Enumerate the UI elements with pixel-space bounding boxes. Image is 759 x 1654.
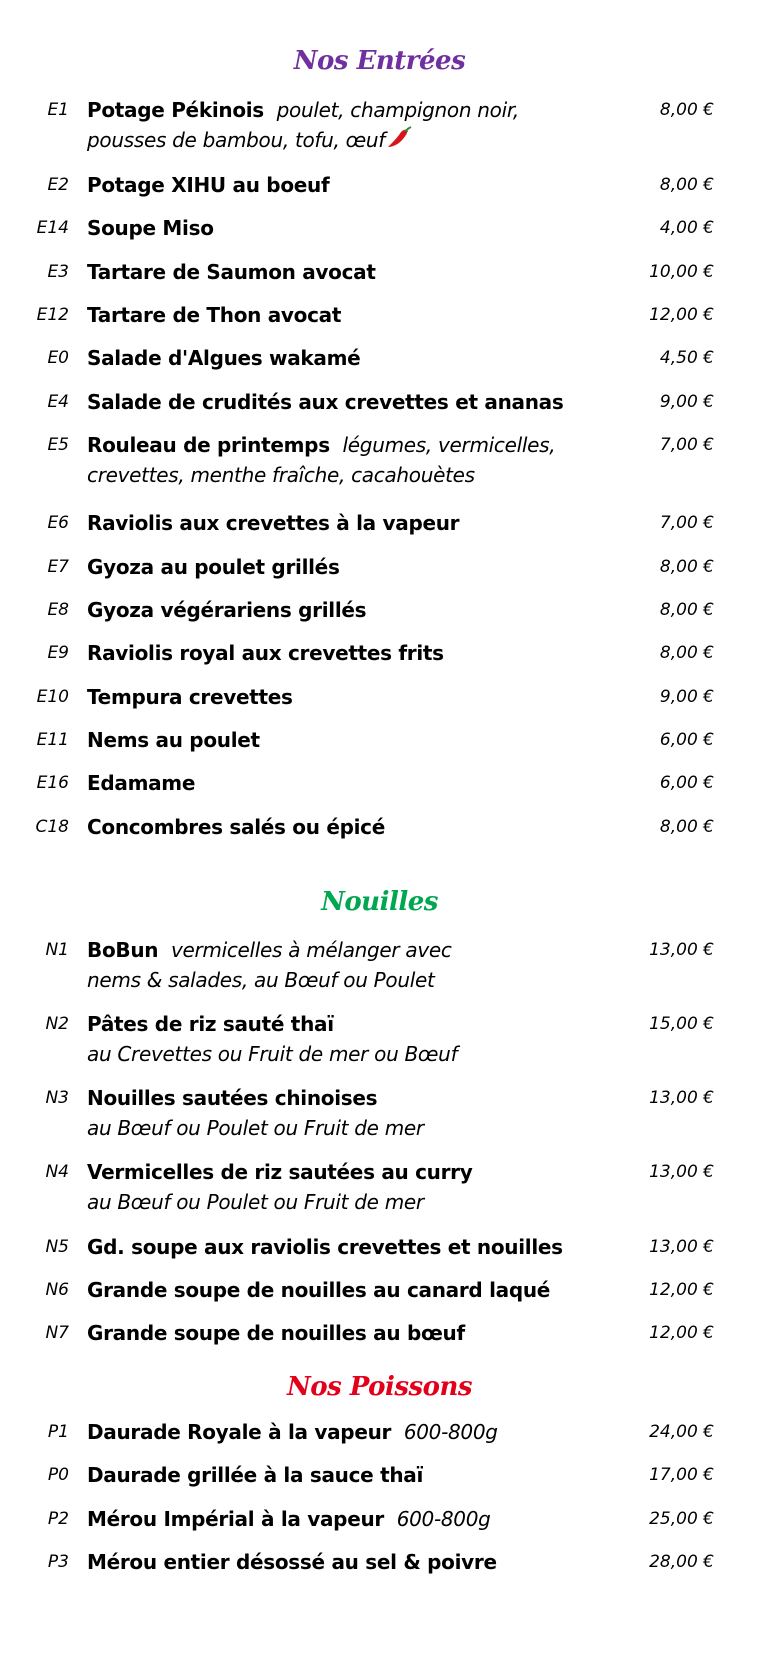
item-price: 6,00 €	[659, 773, 714, 793]
item-code: N4	[45, 1162, 69, 1182]
item-price: 15,00 €	[649, 1014, 714, 1034]
item-description	[87, 682, 627, 712]
item-code: E6	[47, 513, 69, 533]
item-code: E5	[47, 435, 69, 455]
item-detail-line2: au Crevettes ou Fruit de mer ou Bœuf	[87, 1042, 458, 1066]
item-description	[87, 812, 627, 842]
section-title-poissons: Nos Poissons	[286, 1372, 473, 1402]
item-code: E4	[47, 392, 69, 412]
item-detail: légumes, vermicelles,	[342, 433, 556, 457]
item-code: N5	[45, 1237, 69, 1257]
menu-item	[0, 935, 759, 995]
item-description	[87, 1460, 627, 1490]
menu-item	[0, 1157, 759, 1217]
item-name: Daurade grillée à la sauce thaï	[87, 1463, 424, 1487]
item-description	[87, 1318, 627, 1348]
item-name: Gyoza végérariens grillés	[87, 598, 367, 622]
item-code: N7	[45, 1323, 69, 1343]
item-price: 12,00 €	[649, 305, 714, 325]
item-description	[87, 725, 627, 755]
item-code: E8	[47, 600, 69, 620]
item-price: 28,00 €	[649, 1552, 714, 1572]
item-description	[87, 300, 627, 330]
menu-item	[0, 812, 759, 872]
item-name: Raviolis royal aux crevettes frits	[87, 641, 444, 665]
item-detail: vermicelles à mélanger avec	[170, 938, 452, 962]
menu-item	[0, 1009, 759, 1069]
item-price: 8,00 €	[659, 557, 714, 577]
item-detail: 600-800g	[396, 1507, 491, 1531]
item-name: Vermicelles de riz sautées au curry	[87, 1160, 473, 1184]
item-name: Nouilles sautées chinoises	[87, 1086, 378, 1110]
item-code: P1	[47, 1422, 69, 1442]
item-description	[87, 387, 627, 417]
item-code: N1	[45, 940, 69, 960]
item-name: Soupe Miso	[87, 216, 214, 240]
menu-item	[0, 1083, 759, 1143]
item-code: P3	[47, 1552, 69, 1572]
item-name: Gyoza au poulet grillés	[87, 555, 340, 579]
item-name: Tartare de Saumon avocat	[87, 260, 376, 284]
item-name: Grande soupe de nouilles au bœuf	[87, 1321, 465, 1345]
item-price: 4,50 €	[659, 348, 714, 368]
item-detail-line2: au Bœuf ou Poulet ou Fruit de mer	[87, 1190, 424, 1214]
item-name: BoBun	[87, 938, 159, 962]
item-name: Potage Pékinois	[87, 98, 264, 122]
item-description	[87, 213, 627, 243]
item-description	[87, 95, 627, 158]
item-name: Concombres salés ou épicé	[87, 815, 385, 839]
item-code: E1	[47, 100, 69, 120]
item-code: E0	[47, 348, 69, 368]
item-code: C18	[35, 817, 69, 837]
item-code: P0	[47, 1465, 69, 1485]
item-name: Mérou Impérial à la vapeur	[87, 1507, 384, 1531]
item-name: Tartare de Thon avocat	[87, 303, 342, 327]
item-name: Salade de crudités aux crevettes et ananas	[87, 390, 564, 414]
item-code: E10	[36, 687, 69, 707]
item-name: Edamame	[87, 771, 196, 795]
item-price: 13,00 €	[649, 1162, 714, 1182]
item-description	[87, 430, 627, 490]
item-detail-line2: au Bœuf ou Poulet ou Fruit de mer	[87, 1116, 424, 1140]
item-detail-line2: pousses de bambou, tofu, œuf	[87, 128, 386, 152]
item-price: 8,00 €	[659, 643, 714, 663]
item-description	[87, 595, 627, 625]
item-name: Mérou entier désossé au sel & poivre	[87, 1550, 497, 1574]
item-price: 8,00 €	[659, 817, 714, 837]
item-price: 4,00 €	[659, 218, 714, 238]
item-code: E3	[47, 262, 69, 282]
item-code: E2	[47, 175, 69, 195]
item-price: 12,00 €	[649, 1280, 714, 1300]
menu-item	[0, 1318, 759, 1378]
item-description	[87, 343, 627, 373]
item-description	[87, 1504, 627, 1534]
item-price: 13,00 €	[649, 1088, 714, 1108]
menu-item	[0, 1547, 759, 1607]
item-name: Grande soupe de nouilles au canard laqué	[87, 1278, 551, 1302]
item-detail: poulet, champignon noir,	[276, 98, 519, 122]
item-price: 7,00 €	[659, 513, 714, 533]
item-detail: 600-800g	[403, 1420, 498, 1444]
menu-item	[0, 430, 759, 490]
item-code: E14	[36, 218, 69, 238]
item-code: E11	[36, 730, 69, 750]
item-code: E7	[47, 557, 69, 577]
menu-item	[0, 95, 759, 155]
item-price: 25,00 €	[649, 1509, 714, 1529]
item-name: Rouleau de printemps	[87, 433, 330, 457]
item-name: Raviolis aux crevettes à la vapeur	[87, 511, 460, 535]
item-description	[87, 1232, 627, 1262]
item-price: 9,00 €	[659, 687, 714, 707]
item-code: N6	[45, 1280, 69, 1300]
item-code: E12	[36, 305, 69, 325]
item-price: 13,00 €	[649, 940, 714, 960]
item-name: Potage XIHU au boeuf	[87, 173, 330, 197]
section-title-entrees: Nos Entrées	[293, 46, 466, 76]
item-price: 17,00 €	[649, 1465, 714, 1485]
item-price: 8,00 €	[659, 600, 714, 620]
item-name: Daurade Royale à la vapeur	[87, 1420, 392, 1444]
item-name: Pâtes de riz sauté thaï	[87, 1012, 334, 1036]
item-price: 13,00 €	[649, 1237, 714, 1257]
item-code: N3	[45, 1088, 69, 1108]
item-price: 7,00 €	[659, 435, 714, 455]
item-description	[87, 1083, 627, 1143]
item-detail-line2: crevettes, menthe fraîche, cacahouètes	[87, 463, 475, 487]
item-description	[87, 1417, 627, 1447]
item-price: 8,00 €	[659, 100, 714, 120]
item-detail-line2: nems & salades, au Bœuf ou Poulet	[87, 968, 435, 992]
item-price: 9,00 €	[659, 392, 714, 412]
item-price: 8,00 €	[659, 175, 714, 195]
item-description	[87, 1157, 627, 1217]
item-price: 24,00 €	[649, 1422, 714, 1442]
item-description	[87, 768, 627, 798]
item-price: 10,00 €	[649, 262, 714, 282]
item-description	[87, 170, 627, 200]
chili-pepper-icon	[387, 126, 413, 158]
item-code: E16	[36, 773, 69, 793]
item-name: Tempura crevettes	[87, 685, 293, 709]
item-code: N2	[45, 1014, 69, 1034]
item-description	[87, 935, 627, 995]
item-description	[87, 257, 627, 287]
item-code: E9	[47, 643, 69, 663]
item-price: 12,00 €	[649, 1323, 714, 1343]
item-price: 6,00 €	[659, 730, 714, 750]
section-title-nouilles: Nouilles	[321, 887, 438, 917]
item-code: P2	[47, 1509, 69, 1529]
item-name: Gd. soupe aux raviolis crevettes et nouilles	[87, 1235, 563, 1259]
item-description	[87, 508, 627, 538]
item-name: Nems au poulet	[87, 728, 260, 752]
item-description	[87, 1275, 627, 1305]
item-name: Salade d'Algues wakamé	[87, 346, 361, 370]
item-description	[87, 1009, 627, 1069]
item-description	[87, 638, 627, 668]
item-description	[87, 552, 627, 582]
item-description	[87, 1547, 627, 1577]
